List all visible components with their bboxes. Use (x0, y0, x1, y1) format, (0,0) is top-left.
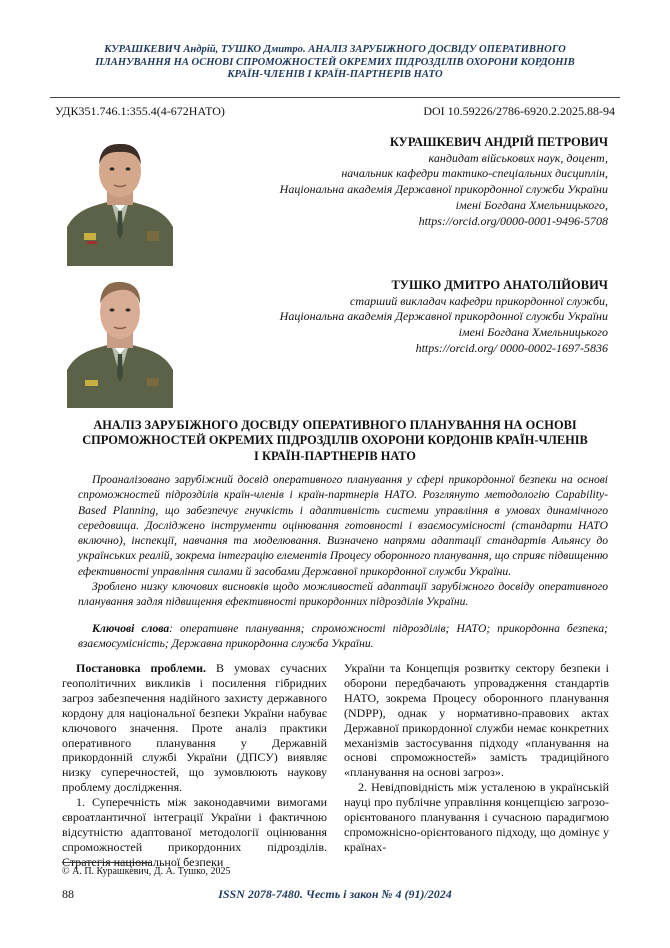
keywords-text: : оперативне планування; спроможності підрозділів; НАТО; прикордонна безпека; взаємосумісність; Державна прикордонна служба України. (78, 622, 608, 651)
abstract-paragraph: Проаналізовано зарубіжний досвід оперативного планування у сфері прикордонної безпеки на основі спроможностей підрозділів країн-членів і країн-партнерів НАТО. Розглянуто методологію Capability-Based Planning, що забезпечує гнучкість і адаптивність системи управління в умовах динамічного середовища. Досліджено інструменти оцінювання готовності і взаємосумісності (стандарти НАТО включно), інспекції, навчання та моделювання. Визначено напрями адаптації стандартів Альянсу до українських реалій, зокрема інтеграцію елементів Процесу оборонного планування, що сприяє підвищенню ефективності управління силами й засобами Державної прикордонної служби України. (78, 473, 608, 578)
article-title-line: СПРОМОЖНОСТЕЙ ОКРЕМИХ ПІДРОЗДІЛІВ ОХОРОНИ КОРДОНІВ КРАЇН-ЧЛЕНІВ (82, 433, 588, 448)
keywords (78, 621, 608, 652)
running-header-line: КУРАШКЕВИЧ Андрій, ТУШКО Дмитро. АНАЛІЗ ЗАРУБІЖНОГО ДОСВІДУ ОПЕРАТИВНОГО (104, 44, 566, 55)
author-position: начальник кафедри тактико-спеціальних дисциплін, (341, 166, 608, 181)
doi-link[interactable]: DOI 10.59226/2786-6920.2.2025.88-94 (423, 104, 615, 118)
author-block (280, 135, 608, 229)
abstract-paragraph: Зроблено низку ключових висновків щодо можливостей адаптації зарубіжного досвіду оперативного планування задля підвищення ефективності прикордонних підрозділів України. (78, 580, 608, 609)
body-paragraph: України та Концепція розвитку сектору безпеки і оборони передбачають упровадження стандартів НАТО, зокрема Процесу оборонного планування (NDPP), однак у нормативно-правових актах Державної прикордонної служби немає конкретних механізмів застосування підходу «планування на основі спроможностей» замість традиційного «планування на основі загроз». (344, 661, 609, 780)
article-title-line: АНАЛІЗ ЗАРУБІЖНОГО ДОСВІДУ ОПЕРАТИВНОГО ПЛАНУВАННЯ НА ОСНОВІ (93, 418, 577, 432)
abstract (78, 472, 608, 610)
header-divider (50, 97, 620, 98)
author-degree: кандидат військових наук, доцент, (428, 150, 608, 165)
body-column-right (344, 661, 609, 855)
udc-code: УДК351.746.1:355.4(4-672НАТО) (55, 104, 225, 118)
copyright-note: © А. П. Курашкевич, Д. А. Тушко, 2025 (62, 866, 231, 877)
author-name: ТУШКО ДМИТРО АНАТОЛІЙОВИЧ (391, 278, 608, 292)
body-paragraph: 1. Суперечність між законодавчими вимогами євроатлантичної інтеграції України і фактичною відсутністю адаптованої методології оцінювання спроможностей прикордонних підрозділів. Стратегія національної безпеки (62, 795, 327, 869)
author-position: старший викладач кафедри прикордонної служби, (350, 293, 608, 308)
running-header (50, 44, 620, 82)
body-paragraph: Постановка проблеми. В умовах сучасних геополітичних викликів і посилення гібридних загроз забезпечення надійного захисту державного кордону для національної безпеки України набуває ключового значення. Проте аналіз практики оперативного планування у Державній прикордонній службі України (ДПСУ) виявляє низку суперечностей, що зумовлюють наукову проблему дослідження. (62, 661, 327, 795)
author-photo-tushko (67, 274, 173, 408)
article-title-line: І КРАЇН-ПАРТНЕРІВ НАТО (254, 448, 416, 463)
body-paragraph: 2. Невідповідність між усталеною в українській науці про публічне управління концепцією загрозо-орієнтованого планування і сучасною парадигмою спроможнісно-орієнтованого підходу, що домінує у країнах- (344, 780, 609, 854)
running-header-line: ПЛАНУВАННЯ НА ОСНОВІ СПРОМОЖНОСТЕЙ ОКРЕМИХ ПІДРОЗДІЛІВ ОХОРОНИ КОРДОНІВ (95, 56, 575, 68)
section-heading: Постановка проблеми. (76, 661, 206, 675)
author-affiliation: Національна академія Державної прикордонної служби України (279, 309, 608, 324)
author-name: КУРАШКЕВИЧ АНДРІЙ ПЕТРОВИЧ (389, 135, 608, 149)
page-number: 88 (62, 887, 74, 901)
author-photo-kurashkevych (67, 135, 173, 266)
author-orcid-link[interactable]: https://orcid.org/ 0000-0002-1697-5836 (415, 340, 608, 355)
article-title (70, 418, 600, 464)
author-affiliation: імені Богдана Хмельницького (458, 325, 608, 340)
author-affiliation: Національна академія Державної прикордонної служби України (279, 182, 608, 197)
keywords-label: Ключові слова (92, 622, 170, 635)
footnote-divider (62, 862, 152, 863)
running-header-line: КРАЇН-ЧЛЕНІВ І КРАЇН-ПАРТНЕРІВ НАТО (227, 69, 443, 81)
body-column-left (62, 661, 327, 870)
journal-footer: ISSN 2078-7480. Честь і закон № 4 (91)/2024 (218, 887, 452, 901)
author-orcid-link[interactable]: https://orcid.org/0000-0001-9496-5708 (418, 213, 608, 228)
author-block (280, 278, 608, 357)
author-affiliation: імені Богдана Хмельницького, (455, 197, 608, 212)
